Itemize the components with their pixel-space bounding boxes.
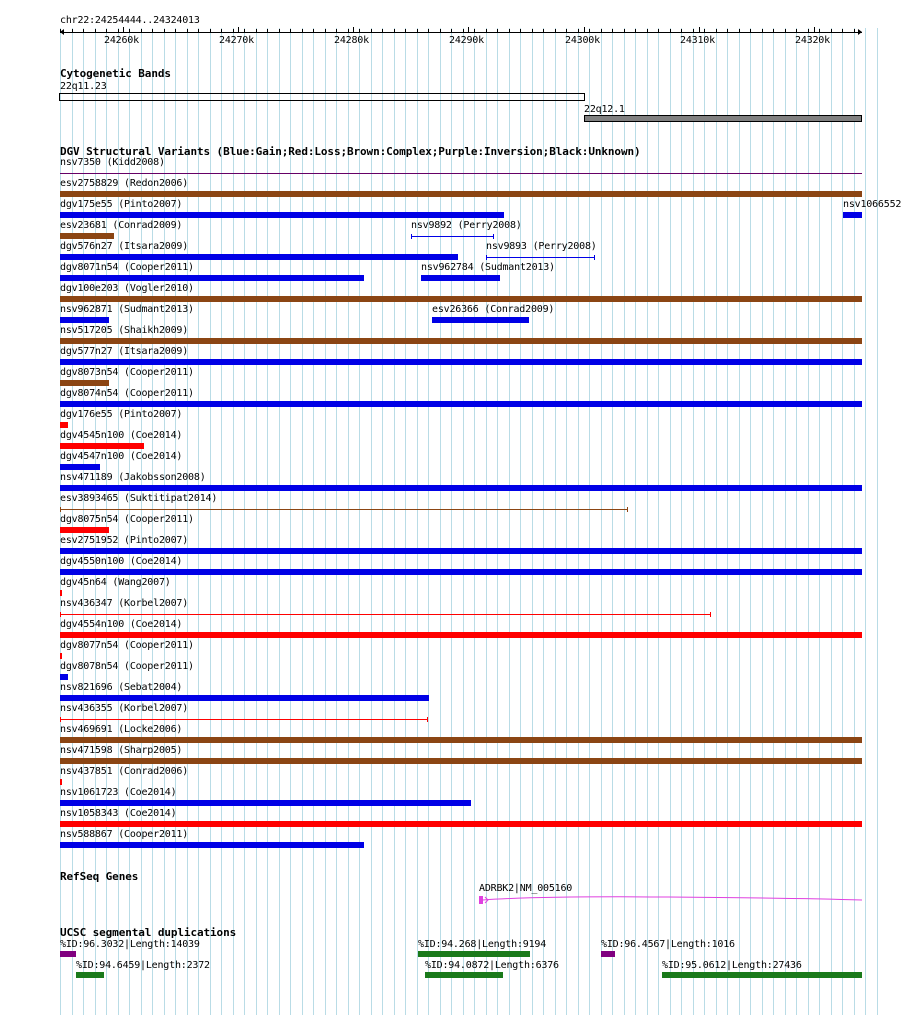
dgv-variant-dgv8071n54[interactable] [60, 275, 364, 281]
cytoband-22q12-1[interactable] [584, 115, 862, 122]
dgv-variant-dgv4554n100[interactable] [60, 632, 862, 638]
ruler-minor-tick [359, 29, 360, 32]
ruler-minor-tick [681, 29, 682, 32]
grid-line [670, 28, 671, 1015]
grid-line [842, 28, 843, 1015]
gene-label-adrbk2: ADRBK2|NM_005160 [479, 883, 573, 894]
grid-line [785, 28, 786, 1015]
dgv-variant-nsv469691[interactable] [60, 737, 862, 743]
dgv-variant-label-dgv8071n54: dgv8071n54 (Cooper2011) [60, 262, 194, 273]
grid-line [693, 28, 694, 1015]
cytoband-label-22q11-23: 22q11.23 [60, 81, 107, 92]
grid-line [877, 28, 878, 1015]
gene-intron-line [483, 897, 862, 900]
dgv-variant-dgv8073n54[interactable] [60, 380, 109, 386]
ruler-minor-tick [658, 29, 659, 32]
ruler-tick-label: 24300k [565, 35, 600, 46]
dgv-variant-esv23681[interactable] [60, 233, 114, 239]
dgv-variant-start-cap [60, 717, 61, 722]
ruler-minor-tick [106, 29, 107, 32]
ruler-minor-tick [428, 29, 429, 32]
dgv-variant-dgv45n64[interactable] [60, 590, 62, 596]
grid-line [520, 28, 521, 1015]
ruler-minor-tick [118, 29, 119, 32]
dgv-variant-esv26366[interactable] [432, 317, 529, 323]
ruler-major-tick [814, 27, 815, 32]
ruler-minor-tick [256, 29, 257, 32]
ruler-minor-tick [520, 29, 521, 32]
ruler-left-arrow-icon [60, 29, 64, 35]
grid-line [256, 28, 257, 1015]
ruler-minor-tick [532, 29, 533, 32]
segdup-label: %ID:95.0612|Length:27436 [662, 960, 802, 971]
dgv-variant-dgv8077n54[interactable] [60, 653, 62, 659]
grid-line [267, 28, 268, 1015]
dgv-variant-label-dgv4554n100: dgv4554n100 (Coe2014) [60, 619, 183, 630]
grid-line [417, 28, 418, 1015]
ruler-axis [60, 32, 862, 33]
grid-line [474, 28, 475, 1015]
dgv-variant-dgv175e55[interactable] [60, 212, 504, 218]
ruler-minor-tick [727, 29, 728, 32]
dgv-variant-label-dgv8074n54: dgv8074n54 (Cooper2011) [60, 388, 194, 399]
ruler-major-tick [123, 27, 124, 32]
grid-line [658, 28, 659, 1015]
ruler-minor-tick [267, 29, 268, 32]
cytobands-title: Cytogenetic Bands [60, 67, 171, 80]
ruler-minor-tick [394, 29, 395, 32]
ruler-minor-tick [693, 29, 694, 32]
dgv-variant-label-nsv436355: nsv436355 (Korbel2007) [60, 703, 189, 714]
ruler-tick-label: 24260k [104, 35, 139, 46]
grid-line [865, 28, 866, 1015]
grid-line [302, 28, 303, 1015]
dgv-variant-label-dgv8075n54: dgv8075n54 (Cooper2011) [60, 514, 194, 525]
dgv-variant-nsv588867[interactable] [60, 842, 364, 848]
segdup-label: %ID:94.6459|Length:2372 [76, 960, 210, 971]
dgv-variant-label-dgv8073n54: dgv8073n54 (Cooper2011) [60, 367, 194, 378]
dgv-variant-nsv1061723[interactable] [60, 800, 471, 806]
dgv-variant-label-nsv962871: nsv962871 (Sudmant2013) [60, 304, 194, 315]
ruler-minor-tick [854, 29, 855, 32]
dgv-variant-label-dgv8078n54: dgv8078n54 (Cooper2011) [60, 661, 194, 672]
dgv-variant-esv3893465[interactable] [60, 509, 627, 510]
dgv-variant-label-dgv576n27: dgv576n27 (Itsara2009) [60, 241, 189, 252]
grid-line [359, 28, 360, 1015]
dgv-variant-label-nsv1066552: nsv1066552 [843, 199, 901, 210]
ruler-minor-tick [612, 29, 613, 32]
grid-line [233, 28, 234, 1015]
dgv-variant-nsv436355[interactable] [60, 719, 427, 720]
ruler-minor-tick [635, 29, 636, 32]
ruler-minor-tick [348, 29, 349, 32]
grid-line [313, 28, 314, 1015]
dgv-variant-label-nsv469691: nsv469691 (Locke2006) [60, 724, 183, 735]
dgv-variant-nsv436347[interactable] [60, 614, 710, 615]
ruler-minor-tick [152, 29, 153, 32]
segdup-feature[interactable] [601, 951, 615, 957]
ruler-minor-tick [750, 29, 751, 32]
grid-line [543, 28, 544, 1015]
grid-line [290, 28, 291, 1015]
refseq-title: RefSeq Genes [60, 870, 139, 883]
ruler-minor-tick [290, 29, 291, 32]
grid-line [509, 28, 510, 1015]
grid-line [601, 28, 602, 1015]
dgv-variant-dgv176e55[interactable] [60, 422, 68, 428]
dgv-variant-label-esv3893465: esv3893465 (Suktitipat2014) [60, 493, 218, 504]
dgv-variant-end-cap [427, 717, 428, 722]
dgv-variant-label-dgv176e55: dgv176e55 (Pinto2007) [60, 409, 183, 420]
ruler-minor-tick [221, 29, 222, 32]
grid-line [566, 28, 567, 1015]
grid-line [371, 28, 372, 1015]
dgv-variant-end-cap [710, 612, 711, 617]
ruler-minor-tick [716, 29, 717, 32]
ruler-minor-tick [336, 29, 337, 32]
grid-line [463, 28, 464, 1015]
grid-line [762, 28, 763, 1015]
dgv-variant-nsv821696[interactable] [60, 695, 429, 701]
segdup-label: %ID:94.268|Length:9194 [418, 939, 547, 950]
segdup-label: %ID:96.4567|Length:1016 [601, 939, 735, 950]
grid-line [808, 28, 809, 1015]
dgv-variant-dgv8078n54[interactable] [60, 674, 68, 680]
gene-adrbk2[interactable] [478, 892, 864, 906]
ruler-minor-tick [83, 29, 84, 32]
dgv-variant-label-dgv8077n54: dgv8077n54 (Cooper2011) [60, 640, 194, 651]
grid-line [739, 28, 740, 1015]
ruler-right-arrow-icon [858, 29, 862, 35]
dgv-variant-label-dgv4550n100: dgv4550n100 (Coe2014) [60, 556, 183, 567]
ruler-minor-tick [417, 29, 418, 32]
grid-line [681, 28, 682, 1015]
dgv-variant-label-nsv471189: nsv471189 (Jakobsson2008) [60, 472, 206, 483]
segdup-feature[interactable] [418, 951, 530, 957]
ruler-major-tick [584, 27, 585, 32]
ruler-minor-tick [842, 29, 843, 32]
ruler-minor-tick [244, 29, 245, 32]
grid-line [210, 28, 211, 1015]
dgv-variant-dgv576n27[interactable] [60, 254, 458, 260]
dgv-variant-esv2758829[interactable] [60, 191, 862, 197]
ruler-minor-tick [831, 29, 832, 32]
dgv-variant-nsv471189[interactable] [60, 485, 862, 491]
dgv-variant-label-dgv4545n100: dgv4545n100 (Coe2014) [60, 430, 183, 441]
ruler-minor-tick [463, 29, 464, 32]
dgv-variant-label-esv26366: esv26366 (Conrad2009) [432, 304, 555, 315]
ruler-minor-tick [555, 29, 556, 32]
dgv-title: DGV Structural Variants (Blue:Gain;Red:Loss;Brown:Complex;Purple:Inversion;Black:Unknown) [60, 145, 641, 158]
segdup-label: %ID:96.3032|Length:14039 [60, 939, 200, 950]
ruler-minor-tick [187, 29, 188, 32]
ruler-major-tick [353, 27, 354, 32]
dgv-variant-dgv8074n54[interactable] [60, 401, 862, 407]
grid-line [279, 28, 280, 1015]
grid-line [336, 28, 337, 1015]
ruler-minor-tick [796, 29, 797, 32]
dgv-variant-esv2751952[interactable] [60, 548, 862, 554]
dgv-variant-nsv9893[interactable] [486, 257, 594, 258]
ruler-minor-tick [72, 29, 73, 32]
segdup-feature[interactable] [60, 951, 76, 957]
ruler-minor-tick [762, 29, 763, 32]
ruler-minor-tick [566, 29, 567, 32]
ruler-minor-tick [164, 29, 165, 32]
dgv-variant-dgv4550n100[interactable] [60, 569, 862, 575]
grid-line [635, 28, 636, 1015]
segdups-title: UCSC segmental duplications [60, 926, 237, 939]
grid-line [221, 28, 222, 1015]
dgv-variant-label-esv23681: esv23681 (Conrad2009) [60, 220, 183, 231]
dgv-variant-label-nsv962784: nsv962784 (Sudmant2013) [421, 262, 555, 273]
ruler-minor-tick [670, 29, 671, 32]
cytoband-label-22q12-1: 22q12.1 [584, 104, 625, 115]
dgv-variant-label-nsv1061723: nsv1061723 (Coe2014) [60, 787, 177, 798]
ruler-tick-label: 24320k [795, 35, 830, 46]
dgv-variant-nsv962784[interactable] [421, 275, 500, 281]
ruler-tick-label: 24280k [334, 35, 369, 46]
dgv-variant-label-nsv9893: nsv9893 (Perry2008) [486, 241, 597, 252]
dgv-variant-label-nsv588867: nsv588867 (Cooper2011) [60, 829, 189, 840]
dgv-variant-end-cap [627, 507, 628, 512]
segdup-feature[interactable] [662, 972, 862, 978]
grid-line [244, 28, 245, 1015]
ruler-minor-tick [141, 29, 142, 32]
grid-line [486, 28, 487, 1015]
ruler-minor-tick [647, 29, 648, 32]
dgv-variant-start-cap [60, 612, 61, 617]
ruler-range-label: chr22:24254444..24324013 [60, 15, 200, 26]
dgv-variant-label-nsv517205: nsv517205 (Shaikh2009) [60, 325, 189, 336]
grid-line [451, 28, 452, 1015]
grid-line [348, 28, 349, 1015]
ruler-tick-label: 24310k [680, 35, 715, 46]
ruler-minor-tick [785, 29, 786, 32]
dgv-variant-label-esv2758829: esv2758829 (Redon2006) [60, 178, 189, 189]
cytoband-22q11-23[interactable] [59, 93, 585, 101]
grid-line [405, 28, 406, 1015]
dgv-variant-nsv9892[interactable] [411, 236, 493, 237]
grid-line [796, 28, 797, 1015]
grid-line [647, 28, 648, 1015]
ruler-minor-tick [601, 29, 602, 32]
grid-line [716, 28, 717, 1015]
dgv-variant-end-cap [594, 255, 595, 260]
grid-line [831, 28, 832, 1015]
ruler-minor-tick [543, 29, 544, 32]
dgv-variant-label-nsv9892: nsv9892 (Perry2008) [411, 220, 522, 231]
grid-line [555, 28, 556, 1015]
dgv-variant-label-nsv437851: nsv437851 (Conrad2006) [60, 766, 189, 777]
dgv-variant-start-cap [60, 507, 61, 512]
ruler-minor-tick [739, 29, 740, 32]
ruler-minor-tick [624, 29, 625, 32]
grid-line [704, 28, 705, 1015]
dgv-variant-label-esv2751952: esv2751952 (Pinto2007) [60, 535, 189, 546]
dgv-variant-label-nsv821696: nsv821696 (Sebat2004) [60, 682, 183, 693]
ruler-minor-tick [808, 29, 809, 32]
dgv-variant-nsv1058343[interactable] [60, 821, 862, 827]
gene-exon [479, 896, 483, 904]
grid-line [773, 28, 774, 1015]
grid-line [578, 28, 579, 1015]
grid-line [854, 28, 855, 1015]
ruler-major-tick [468, 27, 469, 32]
ruler-tick-label: 24290k [449, 35, 484, 46]
dgv-variant-dgv8075n54[interactable] [60, 527, 109, 533]
ruler-minor-tick [325, 29, 326, 32]
dgv-variant-dgv4547n100[interactable] [60, 464, 100, 470]
dgv-variant-label-nsv436347: nsv436347 (Korbel2007) [60, 598, 189, 609]
dgv-variant-end-cap [493, 234, 494, 239]
dgv-variant-dgv4545n100[interactable] [60, 443, 144, 449]
ruler-major-tick [238, 27, 239, 32]
ruler-minor-tick [95, 29, 96, 32]
ruler-minor-tick [704, 29, 705, 32]
dgv-variant-nsv962871[interactable] [60, 317, 109, 323]
ruler-minor-tick [210, 29, 211, 32]
ruler-minor-tick [773, 29, 774, 32]
dgv-variant-label-dgv175e55: dgv175e55 (Pinto2007) [60, 199, 183, 210]
ruler-minor-tick [313, 29, 314, 32]
grid-line [727, 28, 728, 1015]
ruler-minor-tick [451, 29, 452, 32]
dgv-variant-start-cap [411, 234, 412, 239]
grid-line [612, 28, 613, 1015]
dgv-variant-label-nsv7350: nsv7350 (Kidd2008) [60, 157, 165, 168]
ruler-minor-tick [279, 29, 280, 32]
ruler-minor-tick [382, 29, 383, 32]
dgv-variant-label-nsv471598: nsv471598 (Sharp2005) [60, 745, 183, 756]
segdup-feature[interactable] [76, 972, 104, 978]
dgv-variant-nsv517205[interactable] [60, 338, 862, 344]
ruler-minor-tick [405, 29, 406, 32]
dgv-variant-label-dgv45n64: dgv45n64 (Wang2007) [60, 577, 171, 588]
grid-line [532, 28, 533, 1015]
ruler-minor-tick [819, 29, 820, 32]
grid-line [428, 28, 429, 1015]
dgv-variant-nsv7350[interactable] [60, 173, 862, 174]
ruler-minor-tick [509, 29, 510, 32]
ruler-minor-tick [578, 29, 579, 32]
dgv-variant-label-dgv4547n100: dgv4547n100 (Coe2014) [60, 451, 183, 462]
grid-line [624, 28, 625, 1015]
dgv-variant-label-dgv577n27: dgv577n27 (Itsara2009) [60, 346, 189, 357]
grid-line [589, 28, 590, 1015]
dgv-variant-start-cap [486, 255, 487, 260]
grid-line [382, 28, 383, 1015]
dgv-variant-nsv471598[interactable] [60, 758, 862, 764]
ruler-major-tick [699, 27, 700, 32]
dgv-variant-nsv1066552[interactable] [843, 212, 862, 218]
ruler-minor-tick [474, 29, 475, 32]
dgv-variant-label-nsv1058343: nsv1058343 (Coe2014) [60, 808, 177, 819]
ruler-minor-tick [233, 29, 234, 32]
ruler-minor-tick [129, 29, 130, 32]
dgv-variant-label-dgv100e203: dgv100e203 (Vogler2010) [60, 283, 194, 294]
ruler-minor-tick [486, 29, 487, 32]
ruler-tick-label: 24270k [219, 35, 254, 46]
grid-line [819, 28, 820, 1015]
ruler-minor-tick [589, 29, 590, 32]
grid-line [325, 28, 326, 1015]
dgv-variant-dgv577n27[interactable] [60, 359, 862, 365]
grid-line [497, 28, 498, 1015]
ruler-minor-tick [198, 29, 199, 32]
grid-line [198, 28, 199, 1015]
segdup-feature[interactable] [425, 972, 503, 978]
dgv-variant-nsv437851[interactable] [60, 779, 62, 785]
grid-line [394, 28, 395, 1015]
dgv-variant-dgv100e203[interactable] [60, 296, 862, 302]
ruler-minor-tick [175, 29, 176, 32]
ruler-minor-tick [497, 29, 498, 32]
ruler-minor-tick [371, 29, 372, 32]
ruler-minor-tick [440, 29, 441, 32]
segdup-label: %ID:94.0872|Length:6376 [425, 960, 559, 971]
grid-line [440, 28, 441, 1015]
ruler-minor-tick [302, 29, 303, 32]
grid-line [750, 28, 751, 1015]
